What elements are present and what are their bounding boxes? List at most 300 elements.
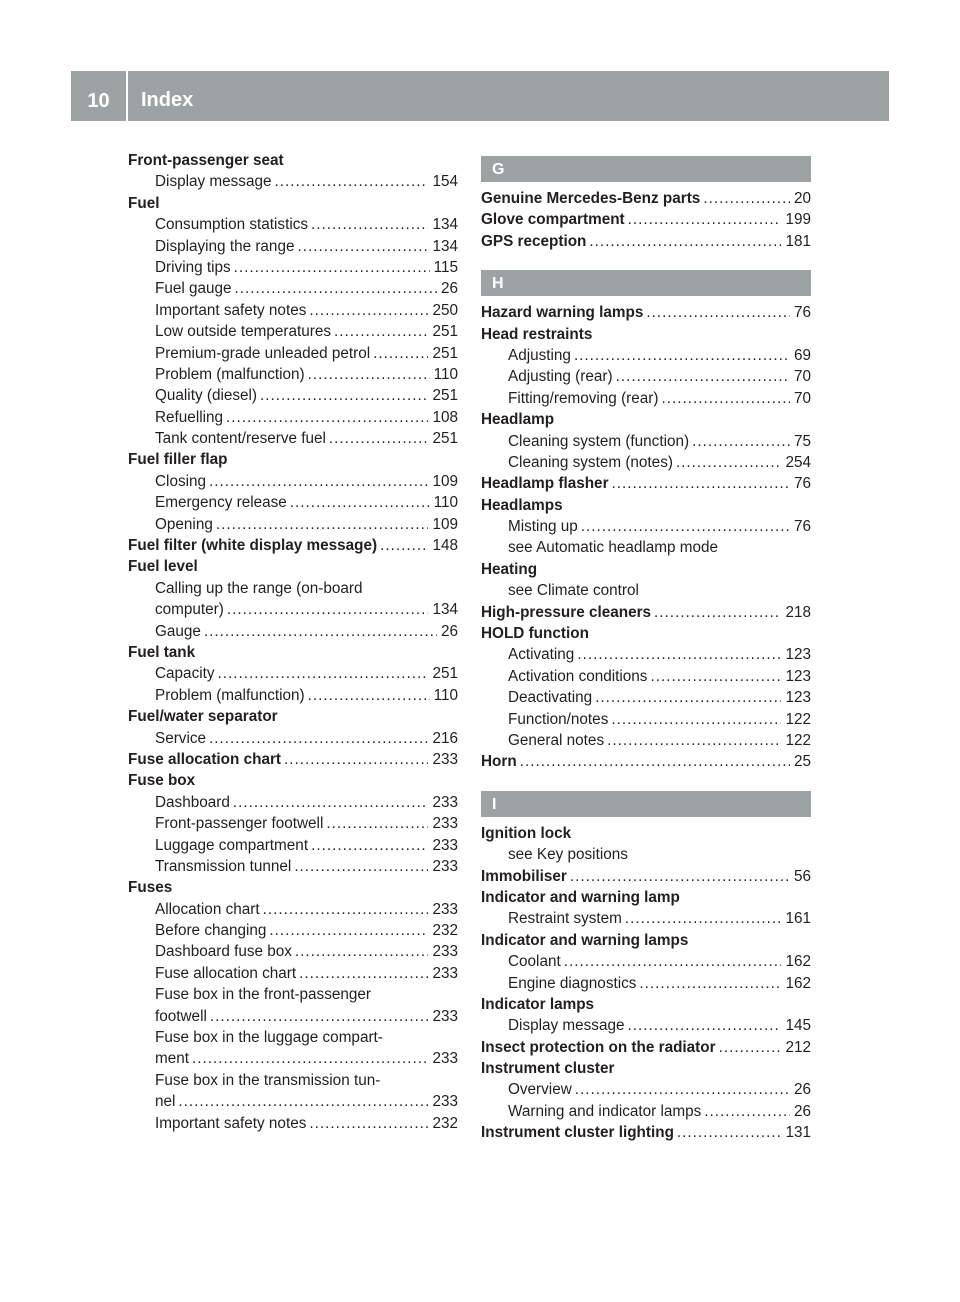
page-ref[interactable]: 122 [785,731,811,749]
page-ref[interactable]: 76 [793,475,811,493]
leader-dots [233,792,429,813]
index-entry[interactable] [128,214,458,235]
leader-dots [639,973,781,994]
leader-dots [570,866,790,887]
entry-label: Overview [508,1081,572,1099]
heading-label: Fuel [128,194,160,212]
leader-dots [290,492,430,513]
page-ref[interactable]: 110 [433,365,458,383]
index-heading [481,324,811,345]
heading-label: Fuel level [128,558,198,576]
index-heading [481,409,811,430]
page-ref[interactable]: 109 [432,515,458,533]
leader-dots [260,385,428,406]
leader-dots [227,599,429,620]
index-entry[interactable] [128,407,458,428]
index-heading [481,495,811,516]
index-entry[interactable] [128,428,458,449]
entry-label: Transmission tunnel [155,857,292,875]
index-entry[interactable] [128,963,458,984]
index-heading-entry[interactable] [481,302,811,323]
entry-label: Capacity [155,665,215,683]
index-heading [128,150,458,171]
heading-label: Indicator and warning lamp [481,888,680,906]
leader-dots [564,951,782,972]
page-ref[interactable]: 233 [432,964,458,982]
leader-dots [611,709,781,730]
page-ref[interactable]: 233 [432,857,458,875]
index-entry[interactable] [128,835,458,856]
entry-label: Luggage compartment [155,836,309,854]
page-ref[interactable]: 70 [793,389,811,407]
index-heading [128,706,458,727]
index-entry[interactable] [481,951,811,972]
entry-label: Cleaning system (notes) [508,453,673,471]
page-ref[interactable]: 134 [432,237,458,255]
leader-dots [308,685,430,706]
index-entry[interactable] [128,663,458,684]
entry-label: Adjusting [508,346,571,364]
page-ref[interactable]: 233 [432,943,458,961]
leader-dots [178,1091,428,1112]
entry-label: see Automatic headlamp mode [508,539,719,557]
index-heading [128,556,458,577]
index-entry[interactable] [128,941,458,962]
leader-dots [607,730,781,751]
leader-dots [234,257,430,278]
index-entry[interactable] [128,321,458,342]
entry-label: Activating [508,646,575,664]
index-heading-entry[interactable] [481,473,811,494]
entry-label: Refuelling [155,408,224,426]
entry-label: Dashboard fuse box [155,943,292,961]
page-ref[interactable]: 76 [793,518,811,536]
index-entry[interactable] [481,908,811,929]
entry-label: Function/notes [508,710,609,728]
entry-label: Calling up the range (on-board [155,579,363,597]
heading-label: Fuel tank [128,643,196,661]
heading-label: Immobiliser [481,867,567,885]
leader-dots [226,407,428,428]
entry-label: Front-passenger footwell [155,815,324,833]
page-ref[interactable]: 233 [432,750,458,768]
leader-dots [235,278,437,299]
index-entry[interactable] [128,792,458,813]
index-entry-line [128,578,458,599]
cross-reference[interactable] [481,844,811,865]
index-entry-line [128,1027,458,1048]
index-entry[interactable] [128,621,458,642]
index-entry[interactable] [481,644,811,665]
index-entry[interactable] [128,492,458,513]
leader-dots [625,908,782,929]
index-heading-entry[interactable] [481,1037,811,1058]
index-heading [481,1058,811,1079]
heading-label: HOLD function [481,625,589,643]
entry-label: Tank content/reserve fuel [155,430,326,448]
entry-label: Restraint system [508,910,622,928]
leader-dots [308,364,430,385]
heading-label: Instrument cluster [481,1060,615,1078]
leader-dots [703,188,790,209]
page-header [71,71,889,121]
index-entry[interactable] [481,709,811,730]
index-entry[interactable] [128,385,458,406]
leader-dots [210,1006,429,1027]
page-ref[interactable]: 162 [785,953,811,971]
page-ref[interactable]: 161 [785,910,811,928]
index-heading [128,193,458,214]
page-ref[interactable]: 75 [793,432,811,450]
index-entry[interactable] [128,471,458,492]
leader-dots [373,343,428,364]
entry-label: Cleaning system (function) [508,432,690,450]
heading-label: Ignition lock [481,824,572,842]
index-heading-entry[interactable] [128,749,458,770]
leader-dots [329,428,429,449]
page-ref[interactable]: 109 [432,472,458,490]
index-heading [128,642,458,663]
index-entry[interactable] [481,388,811,409]
leader-dots [654,602,781,623]
entry-label: Fuse box in the luggage compart- [155,1029,383,1047]
entry-label: Displaying the range [155,237,295,255]
page-title: Index [141,89,194,111]
heading-label: Headlamp flasher [481,475,609,493]
heading-label: Horn [481,753,517,771]
page-ref[interactable]: 110 [433,494,458,512]
heading-label: Glove compartment [481,211,625,229]
entry-label: Fuse allocation chart [155,964,297,982]
heading-label: Front-passenger seat [128,152,284,169]
page-ref[interactable]: 154 [432,173,458,191]
index-entry[interactable] [128,1091,458,1112]
page-ref[interactable]: 232 [432,1114,458,1132]
index-entry[interactable] [128,599,458,620]
index-entry[interactable] [128,1048,458,1069]
entry-label: Engine diagnostics [508,974,637,992]
entry-label: Service [155,729,207,747]
page-ref[interactable]: 115 [433,258,458,276]
heading-label: GPS reception [481,232,587,250]
page-ref[interactable]: 233 [432,815,458,833]
entry-label: nel [155,1093,176,1111]
section-letter-h: H [481,270,811,296]
page-ref[interactable]: 20 [793,190,811,207]
leader-dots [661,388,790,409]
index-entry[interactable] [128,856,458,877]
entry-label: Driving tips [155,258,231,276]
page-ref[interactable]: 212 [785,1038,811,1056]
section-letter-g: G [481,156,811,182]
entry-label: see Climate control [508,582,639,600]
page-ref[interactable]: 26 [440,622,458,640]
page-ref[interactable]: 56 [793,867,811,885]
heading-label: Fuse box [128,772,196,790]
entry-label: Quality (diesel) [155,387,258,405]
index-entry[interactable] [128,343,458,364]
leader-dots [192,1048,428,1069]
page-ref[interactable]: 251 [432,344,458,362]
heading-label: Heating [481,560,538,578]
index-entry[interactable] [481,1015,811,1036]
page-ref[interactable]: 123 [785,667,811,685]
leader-dots [218,663,429,684]
heading-label: Fuel/water separator [128,708,278,726]
index-heading-entry[interactable] [481,602,811,623]
leader-dots [299,963,428,984]
leader-dots [616,366,790,387]
leader-dots [326,813,428,834]
index-heading-entry[interactable] [481,1122,811,1143]
index-entry[interactable] [481,687,811,708]
index-entry[interactable] [481,666,811,687]
spacer [481,773,811,791]
leader-dots [627,1015,781,1036]
page-ref[interactable]: 76 [793,304,811,322]
page-ref[interactable]: 131 [785,1124,811,1142]
index-heading [481,887,811,908]
entry-label: Gauge [155,622,201,640]
heading-label: Indicator lamps [481,995,595,1013]
index-entry[interactable] [128,728,458,749]
heading-label: Hazard warning lamps [481,304,644,322]
cross-reference[interactable] [481,537,811,558]
page-ref[interactable]: 122 [785,710,811,728]
index-heading [481,623,811,644]
leader-dots [311,214,428,235]
leader-dots [209,471,428,492]
page-ref[interactable]: 26 [440,280,458,298]
entry-label: Adjusting (rear) [508,368,613,386]
entry-label: Activation conditions [508,667,648,685]
section-letter-i: I [481,791,811,817]
page-ref[interactable]: 250 [432,301,458,319]
entry-label: Misting up [508,518,578,536]
index-heading [128,770,458,791]
index-entry[interactable] [128,236,458,257]
leader-dots [311,835,428,856]
index-heading-entry[interactable] [481,209,811,230]
leader-dots [209,728,428,749]
entry-label: Important safety notes [155,301,307,319]
index-entry[interactable] [481,730,811,751]
heading-label: Fuel filler flap [128,451,228,469]
index-heading [481,994,811,1015]
leader-dots [574,345,790,366]
entry-label: Problem (malfunction) [155,686,305,704]
leader-dots [577,644,781,665]
leader-dots [677,1122,782,1143]
index-heading [128,877,458,898]
index-heading-entry[interactable] [481,866,811,887]
index-entry[interactable] [128,278,458,299]
leader-dots [575,1079,790,1100]
page-ref[interactable]: 162 [785,974,811,992]
index-entry-line [128,984,458,1005]
leader-dots [269,920,428,941]
page-ref[interactable]: 26 [793,1102,811,1120]
index-entry[interactable] [481,366,811,387]
index-entry[interactable] [481,452,811,473]
leader-dots [294,856,428,877]
leader-dots [297,236,428,257]
index-entry[interactable] [128,813,458,834]
leader-dots [263,899,429,920]
leader-dots [274,171,428,192]
page-ref[interactable]: 233 [432,1050,458,1068]
index-entry[interactable] [481,1079,811,1100]
leader-dots [204,621,437,642]
leader-dots [719,1037,782,1058]
index-heading [481,930,811,951]
page-ref[interactable]: 123 [785,689,811,707]
entry-label: Warning and indicator lamps [508,1102,702,1120]
heading-label: Head restraints [481,325,593,343]
index-entry[interactable] [128,171,458,192]
page-ref[interactable]: 251 [432,430,458,448]
page-ref[interactable]: 232 [432,922,458,940]
page-ref[interactable]: 25 [793,753,811,771]
page-ref[interactable]: 233 [432,900,458,918]
entry-label: Fuse box in the front-passenger [155,986,371,1004]
page-ref[interactable]: 145 [785,1017,811,1035]
page-ref[interactable]: 110 [433,686,458,704]
entry-label: see Key positions [508,846,628,864]
header-divider [126,71,128,121]
page-ref[interactable]: 233 [432,836,458,854]
heading-label: Headlamps [481,496,563,514]
entry-label: Fuel gauge [155,280,232,298]
entry-label: Important safety notes [155,1114,307,1132]
index-entry[interactable] [128,1006,458,1027]
page-ref[interactable]: 134 [432,601,458,619]
index-heading-entry[interactable] [128,535,458,556]
entry-label: computer) [155,601,224,619]
leader-dots [295,941,429,962]
entry-label: Fitting/removing (rear) [508,389,659,407]
leader-dots [380,535,428,556]
entry-label: Deactivating [508,689,593,707]
entry-label: Opening [155,515,213,533]
leader-dots [581,516,790,537]
entry-label: Emergency release [155,494,287,512]
leader-dots [520,751,790,772]
heading-label: Headlamp [481,411,555,429]
entry-label: ment [155,1050,190,1068]
page-ref[interactable]: 26 [793,1081,811,1099]
leader-dots [704,1101,790,1122]
index-entry[interactable] [128,899,458,920]
page-ref[interactable]: 233 [432,1093,458,1111]
page-ref[interactable]: 216 [432,729,458,747]
page-ref[interactable]: 251 [432,387,458,405]
page-ref[interactable]: 233 [432,1007,458,1025]
heading-label: Fuses [128,879,173,897]
heading-label: Instrument cluster lighting [481,1124,674,1142]
index-entry[interactable] [481,516,811,537]
heading-label: Fuse allocation chart [128,750,282,768]
index-heading [481,559,811,580]
entry-label: General notes [508,731,605,749]
index-entry[interactable] [128,685,458,706]
entry-label: footwell [155,1007,207,1025]
index-heading [128,449,458,470]
entry-label: Allocation chart [155,900,260,918]
entry-label: Consumption statistics [155,216,309,234]
page-ref[interactable]: 251 [432,323,458,341]
heading-label: Insect protection on the radiator [481,1038,716,1056]
page-ref[interactable]: 123 [785,646,811,664]
page-ref[interactable]: 69 [793,346,811,364]
leader-dots [334,321,428,342]
index-entry[interactable] [128,257,458,278]
index-heading-entry[interactable] [481,231,811,252]
heading-label: Genuine Mercedes-Benz parts [481,190,701,207]
index-heading-entry[interactable] [481,751,811,772]
leader-dots [628,209,782,230]
index-entry[interactable] [128,514,458,535]
entry-label: Before changing [155,922,267,940]
entry-label: Display message [508,1017,625,1035]
leader-dots [612,473,790,494]
cross-reference[interactable] [481,580,811,601]
heading-label: Indicator and warning lamps [481,931,689,949]
index-entry[interactable] [128,300,458,321]
page-ref[interactable]: 218 [785,603,811,621]
leader-dots [589,231,781,252]
index-heading [481,823,811,844]
leader-dots [676,452,782,473]
index-entry[interactable] [481,973,811,994]
index-entry[interactable] [128,364,458,385]
leader-dots [309,300,428,321]
page-ref[interactable]: 148 [432,537,458,555]
leader-dots [216,514,429,535]
page-ref[interactable]: 134 [432,216,458,234]
entry-label: Problem (malfunction) [155,365,305,383]
entry-label: Coolant [508,953,561,971]
index-entry[interactable] [481,1101,811,1122]
page-ref[interactable]: 251 [432,665,458,683]
index-column-right [481,150,811,1144]
entry-label: Premium-grade unleaded petrol [155,344,371,362]
entry-label: Dashboard [155,793,230,811]
leader-dots [692,431,790,452]
page-ref[interactable]: 181 [785,232,811,250]
page-ref[interactable]: 233 [432,793,458,811]
leader-dots [309,1113,428,1134]
leader-dots [646,302,790,323]
entry-label: Display message [155,173,272,191]
index-entry[interactable] [128,920,458,941]
page-number: 10 [87,90,110,112]
page-ref[interactable]: 108 [432,408,458,426]
index-entry[interactable] [481,345,811,366]
index-heading-entry[interactable] [481,188,811,209]
leader-dots [284,749,428,770]
entry-label: Low outside temperatures [155,323,332,341]
leader-dots [650,666,781,687]
index-entry[interactable] [481,431,811,452]
page-ref[interactable]: 254 [785,453,811,471]
leader-dots [595,687,781,708]
page-ref[interactable]: 70 [793,368,811,386]
heading-label: High-pressure cleaners [481,603,652,621]
index-entry[interactable] [128,1113,458,1134]
index-entry-line [128,1070,458,1091]
page-ref[interactable]: 199 [785,211,811,229]
